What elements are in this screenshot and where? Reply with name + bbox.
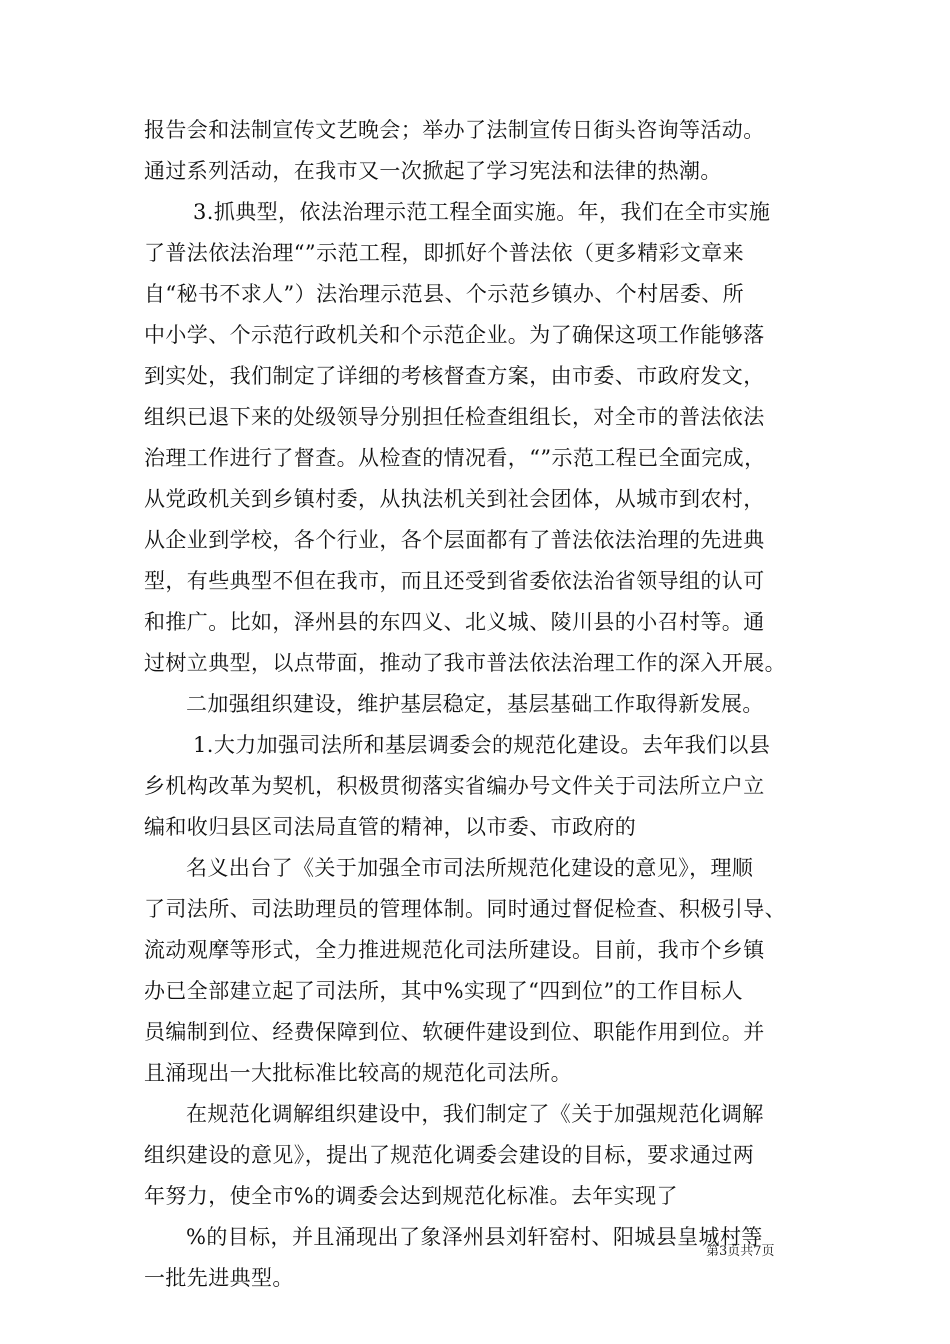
- text-line: 从企业到学校，各个行业，各个层面都有了普法依法治理的先进典: [144, 528, 765, 552]
- text-line: 自“秘书不求人”）法治理示范县、个示范乡镇办、个村居委、所: [144, 282, 745, 306]
- text-line: 中小学、个示范行政机关和个示范企业。为了确保这项工作能够落: [144, 323, 765, 347]
- text-line: 编和收归县区司法局直管的精神，以市委、市政府的: [144, 815, 637, 839]
- text-line: 了普法依法治理“”示范工程，即抓好个普法依（更多精彩文章来: [144, 241, 745, 265]
- text-line: 流动观摩等形式，全力推进规范化司法所建设。目前，我市个乡镇: [144, 938, 765, 962]
- page-number: 第3页共7页: [706, 1244, 775, 1259]
- text-line: 通过系列活动，在我市又一次掀起了学习宪法和法律的热潮。: [144, 159, 722, 183]
- text-line: 办已全部建立起了司法所，其中%实现了“四到位”的工作目标人: [144, 979, 744, 1003]
- text-line: 3.抓典型，依法治理示范工程全面实施。年，我们在全市实施: [193, 200, 771, 224]
- text-line: 年努力，使全市%的调委会达到规范化标准。去年实现了: [144, 1184, 678, 1208]
- text-line: 名义出台了《关于加强全市司法所规范化建设的意见》，理顺: [186, 856, 754, 880]
- text-line: 报告会和法制宣传文艺晚会；举办了法制宣传日街头咨询等活动。: [144, 118, 765, 142]
- text-line: 组织建设的意见》，提出了规范化调委会建设的目标，要求通过两: [144, 1143, 755, 1167]
- text-line: 组织已退下来的处级领导分别担任检查组组长，对全市的普法依法: [144, 405, 765, 429]
- text-line: 乡机构改革为契机，积极贯彻落实省编办号文件关于司法所立户立: [144, 774, 765, 798]
- text-line: 到实处，我们制定了详细的考核督查方案，由市委、市政府发文，: [144, 364, 765, 388]
- text-line: 治理工作进行了督查。从检查的情况看，“”示范工程已全面完成，: [144, 446, 766, 470]
- text-line: 从党政机关到乡镇村委，从执法机关到社会团体，从城市到农村，: [144, 487, 765, 511]
- text-line: 一批先进典型。: [144, 1266, 294, 1290]
- text-line: 1.大力加强司法所和基层调委会的规范化建设。去年我们以县: [193, 733, 771, 757]
- text-line: 且涌现出一大批标准比较高的规范化司法所。: [144, 1061, 572, 1085]
- section-heading: 二加强组织建设，维护基层稳定，基层基础工作取得新发展。: [186, 692, 764, 716]
- text-line: 型，有些典型不但在我市，而且还受到省委依法治省领导组的认可: [144, 569, 765, 593]
- text-line: 在规范化调解组织建设中，我们制定了《关于加强规范化调解: [186, 1102, 764, 1126]
- text-line: 和推广。比如，泽州县的东四义、北义城、陵川县的小召村等。通: [144, 610, 765, 634]
- text-line: 了司法所、司法助理员的管理体制。同时通过督促检查、积极引导、: [144, 897, 786, 921]
- text-line: 员编制到位、经费保障到位、软硬件建设到位、职能作用到位。并: [144, 1020, 765, 1044]
- text-line: %的目标，并且涌现出了象泽州县刘轩窑村、阳城县皇城村等: [186, 1225, 763, 1249]
- text-line: 过树立典型，以点带面，推动了我市普法依法治理工作的深入开展。: [144, 651, 786, 675]
